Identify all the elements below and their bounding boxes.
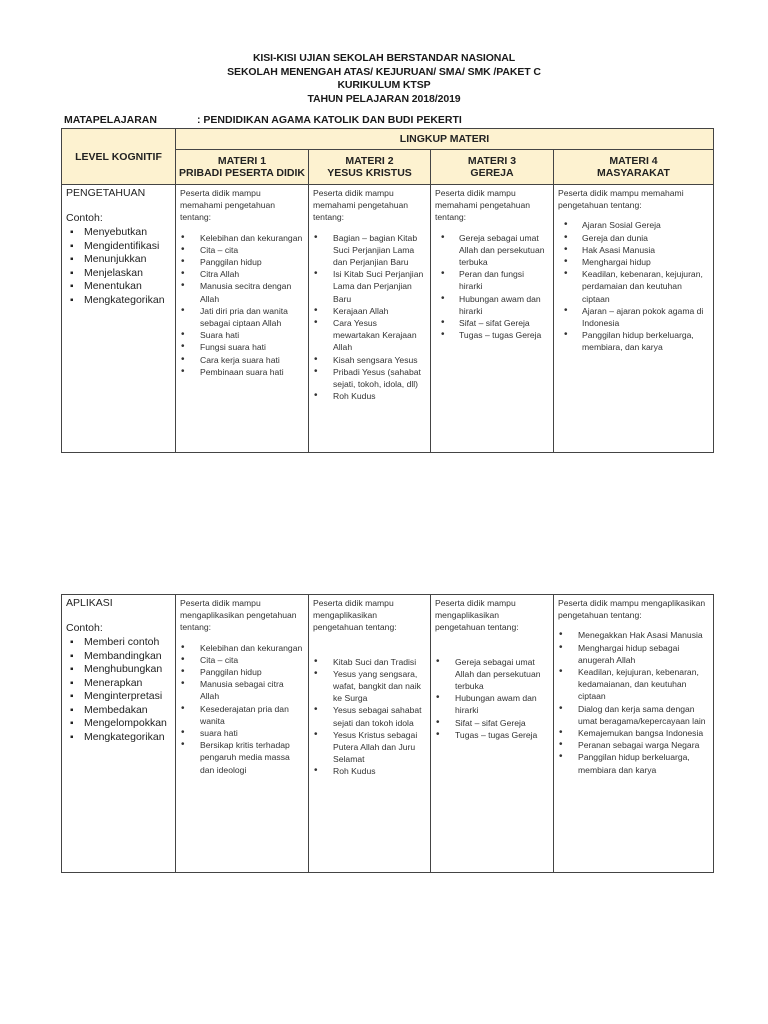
list-item: • Gereja dan dunia — [558, 232, 709, 244]
list-item: • Tugas – tugas Gereja — [435, 329, 549, 341]
list-item: • Bagian – bagian Kitab Suci Perjanjian Lama dan Perjanjian Baru — [313, 232, 426, 269]
list-item: • Kemajemukan bangsa Indonesia — [558, 727, 709, 739]
subject-line — [64, 114, 462, 126]
subject-label: MATAPELAJARAN — [64, 114, 157, 126]
list-item: • Suara hati — [180, 329, 304, 341]
header-level-kognitif: LEVEL KOGNITIF — [62, 129, 176, 185]
topic-list — [180, 232, 304, 378]
list-item: • Isi Kitab Suci Perjanjian Lama dan Perjanjian Baru — [313, 268, 426, 305]
cell-intro: Peserta didik mampu memahami pengetahuan tentang: — [435, 188, 531, 223]
list-item: • Roh Kudus — [313, 765, 426, 777]
list-item: ▪ Menghubungkan — [70, 663, 171, 677]
list-item: • Cita – cita — [180, 654, 304, 666]
list-item: • Hubungan awam dan hirarki — [435, 293, 549, 317]
list-item: • Dialog dan kerja sama dengan umat beragama/kepercayaan lain — [558, 703, 709, 727]
materi-3-cell — [431, 185, 554, 453]
materi-4-cell — [554, 595, 714, 873]
list-item: • Cara Yesus mewartakan Kerajaan Allah — [313, 317, 426, 354]
list-item: • Gereja sebagai umat Allah dan persekutuan terbuka — [435, 656, 549, 693]
list-item: • Panggilan hidup — [180, 666, 304, 678]
list-item: • Pribadi Yesus (sahabat sejati, tokoh, idola, dll) — [313, 366, 426, 390]
list-item: • Menghargai hidup — [558, 256, 709, 268]
list-item: • Manusia sebagai citra Allah — [180, 678, 304, 702]
cell-intro: Peserta didik mampu mengaplikasikan pengetahuan tentang: — [180, 598, 297, 633]
list-item: • Yesus yang sengsara, wafat, bangkit dan naik ke Surga — [313, 668, 426, 705]
list-item: • Pembinaan suara hati — [180, 366, 304, 378]
list-item: • Kitab Suci dan Tradisi — [313, 656, 426, 668]
list-item: • Cara kerja suara hati — [180, 354, 304, 366]
list-item: ▪ Menentukan — [70, 280, 171, 294]
kisi-table-aplikasi — [61, 594, 714, 873]
topic-list — [558, 629, 709, 775]
list-item: • Hak Asasi Manusia — [558, 244, 709, 256]
list-item: • suara hati — [180, 727, 304, 739]
cell-intro: Peserta didik mampu mengaplikasikan pengetahuan tentang: — [558, 598, 706, 621]
list-item: • Sifat – sifat Gereja — [435, 717, 549, 729]
cell-intro: Peserta didik mampu memahami pengetahuan tentang: — [558, 188, 684, 211]
list-item: • Panggilan hidup — [180, 256, 304, 268]
list-item: • Peran dan fungsi hirarki — [435, 268, 549, 292]
level-example-list — [66, 226, 171, 307]
header-materi-3: MATERI 3 GEREJA — [431, 150, 554, 185]
list-item: ▪ Menerapkan — [70, 677, 171, 691]
subject-value: : PENDIDIKAN AGAMA KATOLIK DAN BUDI PEKERTI — [197, 114, 462, 126]
list-item: ▪ Menjelaskan — [70, 267, 171, 281]
level-title: APLIKASI — [66, 597, 113, 609]
cell-intro: Peserta didik mampu mengaplikasikan pengetahuan tentang: — [435, 598, 519, 633]
list-item: • Panggilan hidup berkeluarga, membiara dan karya — [558, 751, 709, 775]
level-cell-aplikasi — [62, 595, 176, 873]
list-item: • Hubungan awam dan hirarki — [435, 692, 549, 716]
list-item: • Gereja sebagai umat Allah dan persekutuan terbuka — [435, 232, 549, 269]
topic-list — [435, 232, 549, 342]
list-item: ▪ Mengkategorikan — [70, 731, 171, 745]
table-row — [62, 595, 714, 873]
header-materi-1: MATERI 1 PRIBADI PESERTA DIDIK — [176, 150, 309, 185]
topic-list — [435, 656, 549, 741]
header-line-2: SEKOLAH MENENGAH ATAS/ KEJURUAN/ SMA/ SMK /PAKET C — [227, 65, 541, 78]
level-cell-pengetahuan — [62, 185, 176, 453]
kisi-table-pengetahuan — [61, 128, 714, 453]
list-item: • Ajaran Sosial Gereja — [558, 219, 709, 231]
cell-intro: Peserta didik mampu mengaplikasikan pengetahuan tentang: — [313, 598, 397, 633]
list-item: • Panggilan hidup berkeluarga, membiara, dan karya — [558, 329, 709, 353]
cell-intro: Peserta didik mampu memahami pengetahuan tentang: — [313, 188, 409, 223]
list-item: • Sifat – sifat Gereja — [435, 317, 549, 329]
list-item: • Menegakkan Hak Asasi Manusia — [558, 629, 709, 641]
materi-4-cell — [554, 185, 714, 453]
list-item: • Kelebihan dan kekurangan — [180, 232, 304, 244]
list-item: ▪ Mengelompokkan — [70, 717, 171, 731]
level-title: PENGETAHUAN — [66, 187, 146, 199]
level-example-list — [66, 636, 171, 744]
table-row — [62, 185, 714, 453]
list-item: ▪ Mengkategorikan — [70, 294, 171, 308]
list-item: • Kerajaan Allah — [313, 305, 426, 317]
header-materi-2: MATERI 2 YESUS KRISTUS — [309, 150, 431, 185]
topic-list — [558, 219, 709, 353]
list-item: • Peranan sebagai warga Negara — [558, 739, 709, 751]
list-item: • Keadilan, kejujuran, kebenaran, kedamaianan, dan keutuhan ciptaan — [558, 666, 709, 703]
list-item: • Jati diri pria dan wanita sebagai ciptaan Allah — [180, 305, 304, 329]
contoh-label: Contoh: — [66, 621, 103, 634]
header-lingkup-materi: LINGKUP MATERI — [176, 129, 714, 150]
list-item: • Fungsi suara hati — [180, 341, 304, 353]
list-item: • Kelebihan dan kekurangan — [180, 642, 304, 654]
list-item: • Menghargai hidup sebagai anugerah Allah — [558, 642, 709, 666]
list-item: • Manusia secitra dengan Allah — [180, 280, 304, 304]
materi-2-cell — [309, 595, 431, 873]
list-item: • Keadilan, kebenaran, kejujuran, perdamaian dan keutuhan ciptaan — [558, 268, 709, 305]
list-item: ▪ Membedakan — [70, 704, 171, 718]
list-item: ▪ Mengidentifikasi — [70, 240, 171, 254]
list-item: • Ajaran – ajaran pokok agama di Indonesia — [558, 305, 709, 329]
materi-3-cell — [431, 595, 554, 873]
list-item: • Tugas – tugas Gereja — [435, 729, 549, 741]
list-item: • Kisah sengsara Yesus — [313, 354, 426, 366]
materi-1-cell — [176, 595, 309, 873]
list-item: ▪ Menyebutkan — [70, 226, 171, 240]
header-line-4: TAHUN PELAJARAN 2018/2019 — [307, 92, 461, 105]
topic-list — [180, 642, 304, 776]
list-item: • Kesederajatan pria dan wanita — [180, 703, 304, 727]
list-item: ▪ Memberi contoh — [70, 636, 171, 650]
header-line-1: KISI-KISI UJIAN SEKOLAH BERSTANDAR NASIONAL — [252, 52, 516, 64]
document-header — [0, 52, 768, 106]
cell-intro: Peserta didik mampu memahami pengetahuan tentang: — [180, 188, 276, 223]
materi-1-cell — [176, 185, 309, 453]
list-item: • Cita – cita — [180, 244, 304, 256]
header-materi-4: MATERI 4 MASYARAKAT — [554, 150, 714, 185]
header-line-3: KURIKULUM KTSP — [337, 79, 431, 91]
list-item: • Roh Kudus — [313, 390, 426, 402]
list-item: ▪ Menginterpretasi — [70, 690, 171, 704]
materi-2-cell — [309, 185, 431, 453]
contoh-label: Contoh: — [66, 211, 103, 224]
topic-list — [313, 656, 426, 778]
list-item: • Yesus sebagai sahabat sejati dan tokoh idola — [313, 704, 426, 728]
list-item: ▪ Menunjukkan — [70, 253, 171, 267]
list-item: • Bersikap kritis terhadap pengaruh media massa dan ideologi — [180, 739, 304, 776]
list-item: • Citra Allah — [180, 268, 304, 280]
topic-list — [313, 232, 426, 403]
list-item: • Yesus Kristus sebagai Putera Allah dan Juru Selamat — [313, 729, 426, 766]
list-item: ▪ Membandingkan — [70, 650, 171, 664]
